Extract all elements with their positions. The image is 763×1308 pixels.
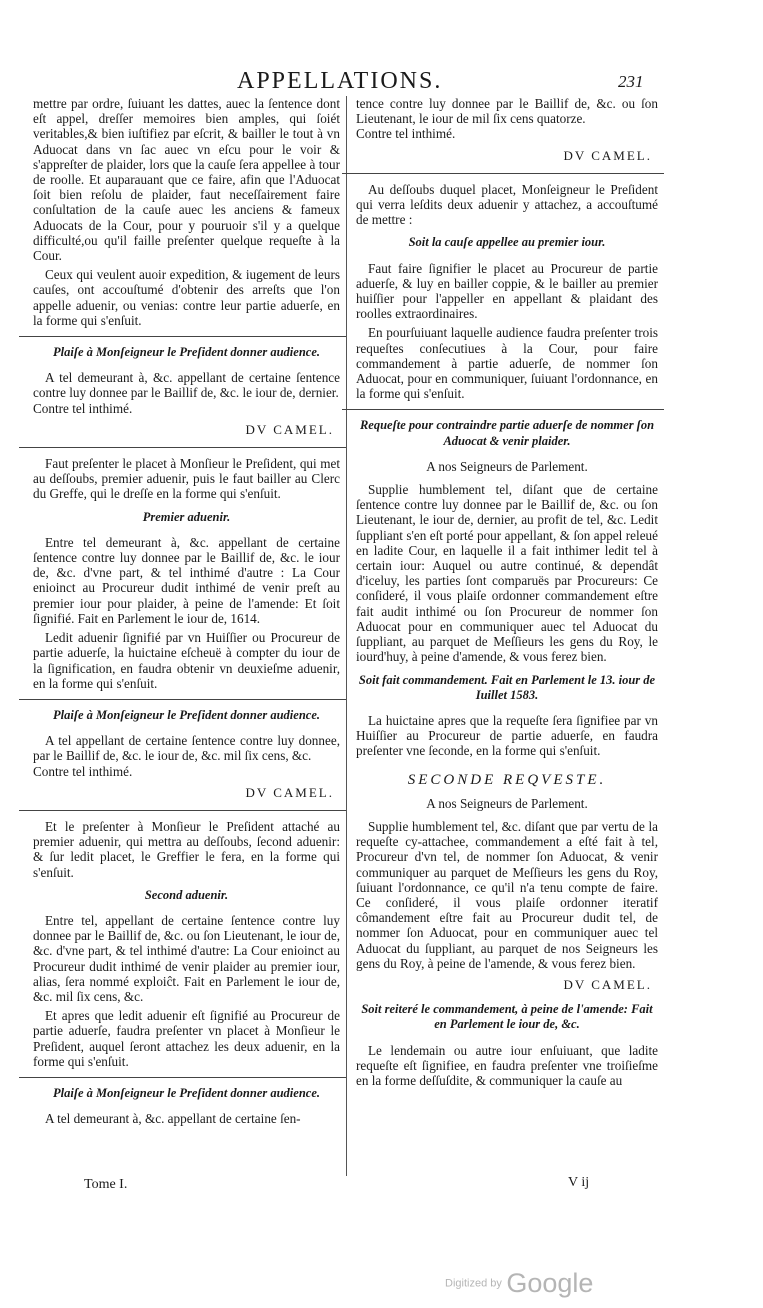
paragraph: Supplie humblement tel, diſant que de certaine ſentence contre luy donnee par le Baillif de, &c. ou ſon Lieutenant, le iour de, dernier, au profit de tel, &c. Ledit ſuppliant s'en eſt porté pour appellant, & ſon appel releué en ladite Cour, en laquelle il a fait inthimer ledit tel à certain iour: Auquel ou autre continué, & dependât d'iceluy, les parties ſont comparuës par Procureurs: Ce conſideré, il vous plaiſe ordonner commandement eſtre fait audit inthimé ou ſon Procureur de nommer ſon Aduocat pour en communiquer auec tel Aduocat du ſuppliant, au parquet de Meſſieurs les gens du Roy, le iourd'huy, à peine d'amende, & vous ferez bien. — [356, 482, 658, 665]
signature: DV CAMEL. — [563, 976, 652, 992]
section-heading: Soit la cauſe appellee au premier iour. — [408, 235, 606, 250]
paragraph: Et le preſenter à Monſieur le Preſident attaché au premier aduenir, qui mettra au deſſoubs, ſecond aduenir: & ſur ledit placet, le Greffier le fera, en la forme qui s'enſuit. — [33, 818, 340, 880]
divider — [19, 699, 346, 700]
section-heading: Plaiſe à Monſeigneur le Preſident donner audience. — [53, 345, 320, 360]
divider — [342, 409, 664, 410]
paragraph: A tel demeurant à, &c. appellant de certaine ſentence contre luy donnee par le Baillif de, &c. le iour de, dernier. — [33, 370, 340, 401]
divider — [19, 1077, 346, 1078]
paragraph: tence contre luy donnee par le Baillif de, &c. ou ſon Lieutenant, le iour de mil ſix cens quatorze. — [356, 96, 658, 127]
paragraph: Ledit aduenir ſignifié par vn Huiſſier ou Procureur de partie aduerſe, la huictaine eſcheuë à compter du iour de la ſignification, en faudra obtenir vn deuxieſme aduenir, en la forme qui s'enſuit. — [33, 630, 340, 691]
running-title: APPELLATIONS. — [237, 68, 443, 94]
section-title: SECONDE REQVESTE. — [407, 771, 607, 788]
page-number: 231 — [618, 72, 644, 91]
paragraph: Le lendemain ou autre iour enſuiuant, que ladite requeſte eſt ſignifiee, en faudra preſenter vne troiſieſme en la forme deſſuſdite, & communiquer la cauſe au — [356, 1042, 658, 1088]
paragraph: Supplie humblement tel, &c. diſant que par vertu de la requeſte cy-attachee, commandement a eſté fait à tel, Procureur d'vn tel, de nommer ſon Aduocat, & venir communiquer au parquet de Meſſieurs les gens du Roy, ſuiuant l'ordonnance, ce qu'il n'a tenu compte de faire. Ce conſideré, il vous plaiſe ordonner iteratif cômandement eſtre fait au Procureur dudit tel, de nommer ſon Aduocat, pour en communiquer auec tel Aduocat du ſuppliant, au parquet de nos Seigneurs les gens du Roy, à peine de l'amende, & vous ferez bien. — [356, 818, 658, 971]
paragraph: Au deſſoubs duquel placet, Monſeigneur le Preſident qui verra leſdits deux aduenir y attachez, a accouſtumé de mettre : — [356, 181, 658, 228]
section-heading: Plaiſe à Monſeigneur le Preſident donner audience. — [53, 707, 320, 722]
page-header — [0, 68, 763, 96]
paragraph: Faut preſenter le placet à Monſieur le Preſident, qui met au deſſoubs, premier aduenir, puis le faut bailler au Clerc du Greffe, qui le dreſſe en la forme qui s'enſuit. — [33, 456, 340, 502]
section-heading: Requeſte pour contraindre partie aduerſe de nommer ſon Aduocat & venir plaider. — [359, 418, 655, 448]
paragraph: Entre tel demeurant à, &c. appellant de certaine ſentence contre luy donnee par le Baillif de, &c. le iour de, &c. d'vne part, & tel inthimé d'autre : La Cour enioinct au Procureur dudit inthimé de venir preſt au premier iour pour plaider, à peine de l'amende: Et ſoit ſignifié. Fait en Parlement le iour de, 1614. — [33, 534, 340, 626]
section-heading: Plaiſe à Monſeigneur le Preſident donner audience. — [53, 1085, 320, 1100]
signature: DV CAMEL. — [245, 784, 334, 800]
left-column — [33, 96, 340, 1130]
paragraph: Contre tel inthimé. — [356, 126, 456, 142]
paragraph: Ceux qui veulent auoir expedition, & iugement de leurs cauſes, ont accouſtumé d'obtenir des arreſts que l'on appelle aduenir, ou venias: contre leur partie aduerſe, en la forme qui s'enſuit. — [33, 267, 340, 328]
paragraph: Entre tel, appellant de certaine ſentence contre luy donnee par le Baillif de, &c. ou ſon Lieutenant, le iour de, &c. d'vne part, & tel inthimé d'autre: La Cour enioinct au Procureur dudit inthimé de venir plaider au premier iour, alias, ſera nommé exploiĉt. Fait en Parlement le iour de, &c. mil ſix cens, &c. — [33, 912, 340, 1004]
google-logo: Google — [506, 1268, 594, 1298]
section-heading: Soit reiteré le commandement, à peine de l'amende: Fait en Parlement le iour de, &c. — [361, 1002, 653, 1032]
section-heading: Soit fait commandement. Fait en Parlement le 13. iour de Iuillet 1583. — [358, 672, 656, 702]
paragraph: En pourſuiuant laquelle audience faudra preſenter trois requeſtes conſecutiues à la Cour, pour faire commandement à partie aduerſe, de nommer ſon Aduocat, pour en communiquer, ſuiuant l'ordonnance, en la forme qui s'enſuit. — [356, 325, 658, 402]
signature-mark: V ij — [568, 1175, 590, 1190]
volume-label: Tome I. — [84, 1177, 128, 1192]
divider — [342, 173, 664, 174]
section-heading: Premier aduenir. — [142, 509, 231, 524]
watermark-prefix: Digitized by — [445, 1277, 502, 1290]
signature: DV CAMEL. — [245, 421, 334, 437]
right-column — [356, 96, 658, 1092]
section-heading: Second aduenir. — [144, 887, 229, 902]
paragraph: Contre tel inthimé. — [33, 763, 133, 779]
paragraph: mettre par ordre, ſuiuant les dattes, auec la ſentence dont eſt appel, dreſſer memoires bien amples, qui ſoiét veritables,& bien iuſtifiez par eſcrit, & bailler le tout à vn Aduocat dans vn ſac auec vn eſcu pour le voir & s'appreſter de plaider, lors que la cauſe ſera appellee à tour de roolle. Et auparauant que ce faire, afin que l'Aduocat ſoit bien reſolu de plaider, faut neceſſairement faire conſultation de la cauſe auec les anciens & fameux Aduocats de la Cour, pour y pouruoir s'il y a quelque difficulté,ou qu'il faille preſenter quelque requeſte à la Cour. — [33, 96, 340, 264]
divider — [19, 336, 346, 337]
watermark — [445, 1268, 593, 1299]
signature: DV CAMEL. — [563, 147, 652, 163]
address-line: A nos Seigneurs de Parlement. — [426, 458, 588, 474]
divider — [19, 810, 346, 811]
paragraph: Contre tel inthimé. — [33, 400, 133, 416]
paragraph: La huictaine apres que la requeſte ſera ſignifiee par vn Huiſſier au Procureur de partie aduerſe, en faudra preſenter vne ſeconde, en la forme qui s'enſuit. — [356, 712, 658, 759]
paragraph: A tel appellant de certaine ſentence contre luy donnee, par le Baillif de, &c. le iour de, &c. mil ſix cens, &c. — [33, 733, 340, 764]
paragraph: Et apres que ledit aduenir eſt ſignifié au Procureur de partie aduerſe, faudra preſenter vn placet à Monſieur le Preſident, auquel ſeront attachez les deux aduenir, en la forme qui s'enſuit. — [33, 1008, 340, 1069]
column-divider — [346, 96, 347, 1176]
address-line: A nos Seigneurs de Parlement. — [426, 795, 588, 811]
paragraph: A tel demeurant à, &c. appellant de certaine ſen- — [45, 1111, 301, 1127]
divider — [19, 447, 346, 448]
paragraph: Faut faire ſignifier le placet au Procureur de partie aduerſe, & luy en bailler coppie, & le bailler au premier huiſſier pour l'appeller en appellant & plaidant des roolles extraordinaires. — [356, 260, 658, 322]
